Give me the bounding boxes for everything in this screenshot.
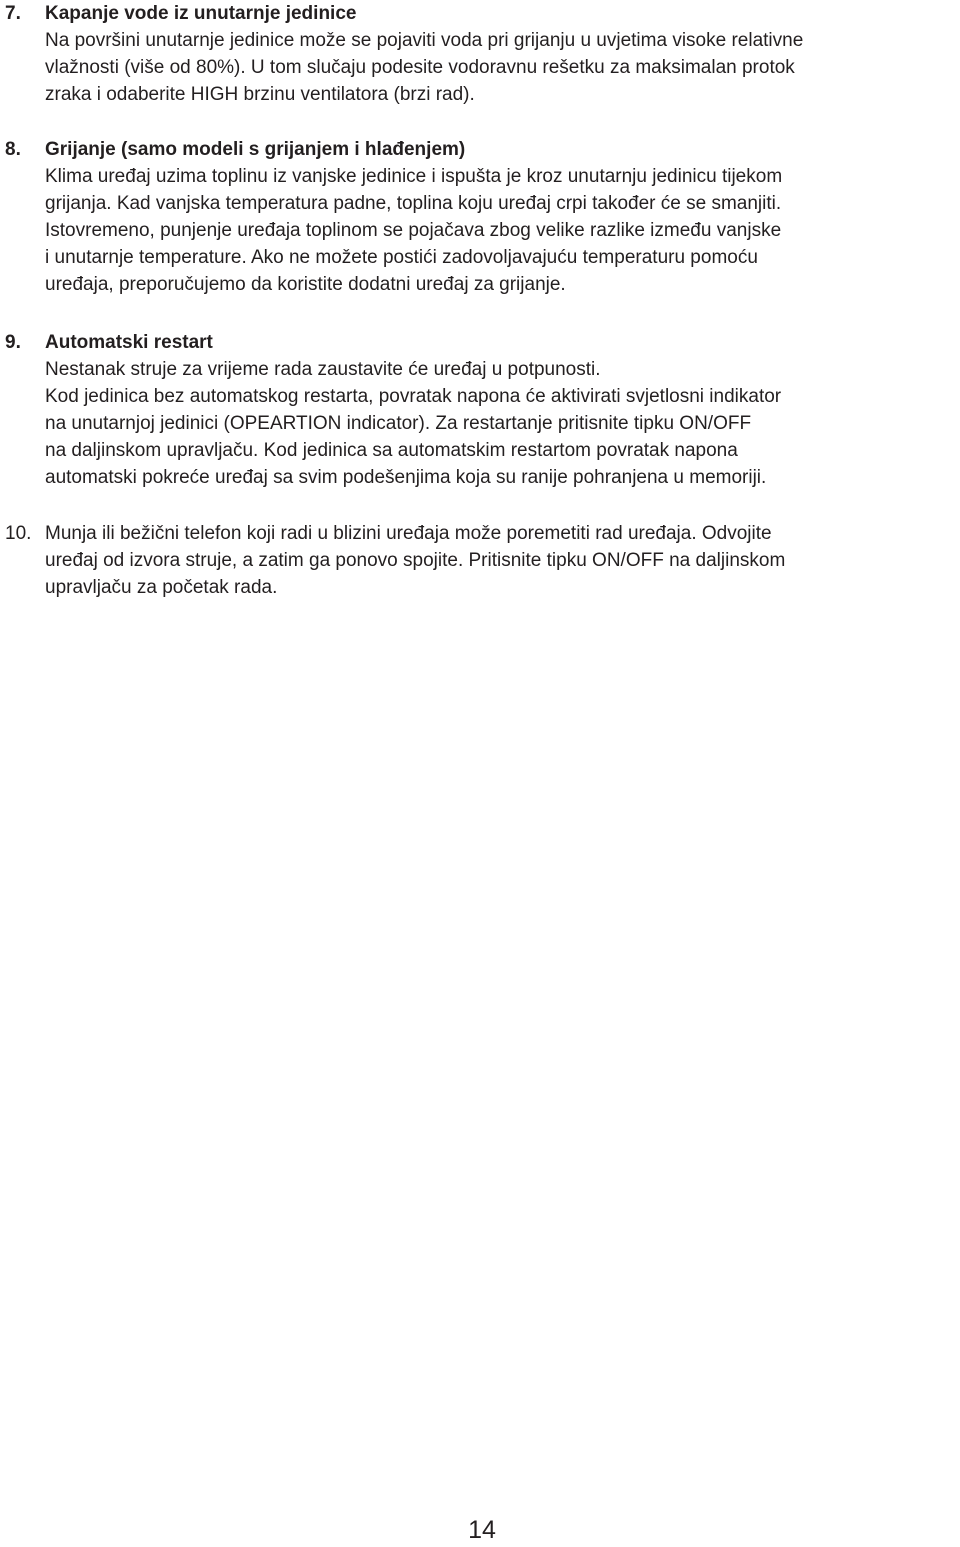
paragraph-line: Istovremeno, punjenje uređaja toplinom se pojačava zbog velike razlike između vanjske xyxy=(45,220,782,241)
paragraph-line: zraka i odaberite HIGH brzinu ventilatora (brzi rad). xyxy=(45,84,475,105)
section-title: Grijanje (samo modeli s grijanjem i hlađenjem) xyxy=(45,139,466,160)
paragraph-line: uređaj od izvora struje, a zatim ga ponovo spojite. Pritisnite tipku ON/OFF na daljinskom xyxy=(45,550,786,571)
paragraph-line: Na površini unutarnje jedinice može se pojaviti voda pri grijanju u uvjetima visoke relativne xyxy=(45,30,804,51)
section-body xyxy=(45,136,950,298)
paragraph-line: uređaja, preporučujemo da koristite dodatni uređaj za grijanje. xyxy=(45,274,566,295)
paragraph-line: Nestanak struje za vrijeme rada zaustavite će uređaj u potpunosti. xyxy=(45,359,601,380)
paragraph-line: na unutarnjoj jedinici (OPEARTION indicator). Za restartanje pritisnite tipku ON/OFF xyxy=(45,413,752,434)
paragraph-line: Klima uređaj uzima toplinu iz vanjske jedinice i ispušta je kroz unutarnju jedinicu tijekom xyxy=(45,166,783,187)
paragraph-line: Kod jedinica bez automatskog restarta, povratak napona će aktivirati svjetlosni indikator xyxy=(45,386,782,407)
paragraph-line: upravljaču za početak rada. xyxy=(45,577,278,598)
paragraph-line: grijanja. Kad vanjska temperatura padne, toplina koju uređaj crpi također će se smanjiti. xyxy=(45,193,782,214)
section-body xyxy=(45,329,950,491)
section-number: 7. xyxy=(5,3,21,24)
paragraph-line: na daljinskom upravljaču. Kod jedinica sa automatskim restartom povratak napona xyxy=(45,440,738,461)
paragraph-line: vlažnosti (više od 80%). U tom slučaju podesite vodoravnu rešetku za maksimalan protok xyxy=(45,57,795,78)
section-title: Kapanje vode iz unutarnje jedinice xyxy=(45,3,357,24)
section-number: 10. xyxy=(5,523,32,544)
page-number: 14 xyxy=(468,1516,496,1544)
section-title: Automatski restart xyxy=(45,332,213,353)
paragraph-line: Munja ili bežični telefon koji radi u blizini uređaja može poremetiti rad uređaja. Odvojite xyxy=(45,523,772,544)
paragraph-line: automatski pokreće uređaj sa svim podešenjima koja su ranije pohranjena u memoriji. xyxy=(45,467,767,488)
paragraph-line: i unutarnje temperature. Ako ne možete postići zadovoljavajuću temperaturu pomoću xyxy=(45,247,758,268)
section-body xyxy=(45,0,950,108)
section-number: 9. xyxy=(5,332,21,353)
section-body xyxy=(45,520,950,601)
section-number: 8. xyxy=(5,139,21,160)
